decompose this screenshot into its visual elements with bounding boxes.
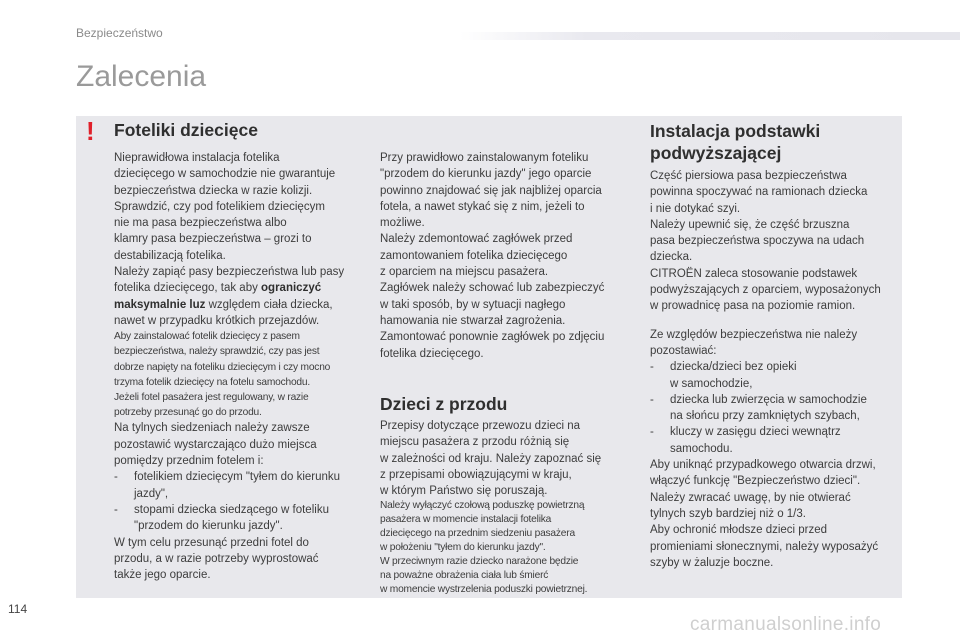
right-bullets [650, 359, 902, 457]
middle-column-2 [380, 418, 642, 597]
right-para-3: Aby uniknąć przypadkowego otwarcia drzwi, włączyć funkcję "Bezpieczeństwo dzieci". Należy zwracać uwagę, by nie otwierać tylnych szyb bardziej niż o 1/3. Aby ochronić młodsze dzieci przed promieniami słonecznymi, należy wyposażyć szyby w żaluzje boczne. [650, 459, 879, 569]
left-para-1: Nieprawidłowa instalacja fotelika dziecięcego w samochodzie nie gwarantuje bezpieczeństwa dziecka w razie kolizji. Sprawdzić, czy pod fotelikiem dziecięcym nie ma pasa bezpieczeństwa albo klamry pasa bezpieczeństwa – grozi to destabilizacją fotelika. [114, 152, 336, 262]
header-bar [460, 32, 960, 40]
heading-children-front: Dzieci z przodu [380, 394, 508, 414]
middle-para-1: Przy prawidłowo zainstalowanym foteliku "przodem do kierunku jazdy" jego oparcie powinno znajdować się jak najbliżej oparcia fotela, a nawet stykać się z nim, jeżeli to możliwe. Należy zdemontować zagłówek przed zamontowaniem fotelika dziecięcego z oparciem na miejscu pasażera. Zagłówek należy schować lub zabezpieczyć w taki sposób, by w sytuacji nagłego hamowania nie stwarzał zagrożenia. Zamontować ponownie zagłówek po zdjęciu fotelika dziecięcego. [380, 152, 605, 360]
middle-column [380, 150, 640, 362]
page-title: Zalecenia [76, 60, 207, 93]
middle-small-note: Należy wyłączyć czołową poduszkę powietrzną pasażera w momencie instalacji fotelika dziecięcego na przednim siedzeniu pasażera w położeniu "tyłem do kierunku jazdy". W przeciwnym razie dziecko narażone będzie na poważne obrażenia ciała lub śmierć w momencie wystrzelenia poduszki powietrznej. [380, 500, 588, 596]
list-item: - dziecka/dzieci bez opieki w samochodzie, [650, 359, 902, 392]
heading-child-seats: Foteliki dziecięce [114, 120, 258, 140]
list-item: - fotelikiem dziecięcym "tyłem do kierunku jazdy", [114, 469, 374, 502]
left-para-2: Należy zapiąć pasy bezpieczeństwa lub pasy fotelika dziecięcego, tak aby ograniczyć maksymalnie luz względem ciała dziecka, nawet w przypadku krótkich przejazdów. [114, 266, 345, 327]
left-para-3: Na tylnych siedzeniach należy zawsze pozostawić wystarczająco dużo miejsca pomiędzy przednim fotelem i: [114, 422, 317, 468]
left-column [114, 150, 374, 583]
section-label: Bezpieczeństwo [76, 26, 163, 40]
right-para-2: Ze względów bezpieczeństwa nie należy pozostawiać: [650, 328, 858, 357]
left-para-2-bold: ograniczyć maksymalnie luz [114, 282, 322, 311]
heading-booster: Instalacja podstawki podwyższającej [650, 121, 821, 163]
left-bullets [114, 469, 374, 534]
left-para-4: W tym celu przesunąć przedni fotel do przodu, a w razie potrzeby wyprostować także jego oparcie. [114, 536, 319, 582]
right-para-1: Część piersiowa pasa bezpieczeństwa powinna spoczywać na ramionach dziecka i nie dotykać szyi. Należy upewnić się, że część brzuszna pasa bezpieczeństwa spoczywa na udach dziecka. CITROËN zaleca stosowanie podstawek podwyższających z oparciem, wyposażonych w prowadnicę pasa na poziomie ramion. [650, 170, 881, 313]
list-item: - kluczy w zasięgu dzieci wewnątrz samochodu. [650, 424, 902, 457]
watermark: carmanualsonline.info [690, 614, 882, 635]
warning-icon: ! [86, 116, 95, 146]
left-small-note: Aby zainstalować fotelik dziecięcy z pasem bezpieczeństwa, należy sprawdzić, czy pas jest dobrze napięty na foteliku dziecięcym i czy mocno trzyma fotelik dziecięcy na fotelu samochodu. Jeżeli fotel pasażera jest regulowany, w razie potrzeby przesunąć go do przodu. [114, 331, 331, 419]
middle-para-2: Przepisy dotyczące przewozu dzieci na miejscu pasażera z przodu różnią się w zależności od kraju. Należy zapoznać się z przepisami obowiązującymi w kraju, w którym Państwo się poruszają. [380, 420, 602, 498]
list-item: - stopami dziecka siedzącego w foteliku "przodem do kierunku jazdy". [114, 502, 374, 535]
list-item: - dziecka lub zwierzęcia w samochodzie na słońcu przy zamkniętych szybach, [650, 392, 902, 425]
right-column [650, 168, 902, 571]
page-number: 114 [8, 602, 28, 616]
